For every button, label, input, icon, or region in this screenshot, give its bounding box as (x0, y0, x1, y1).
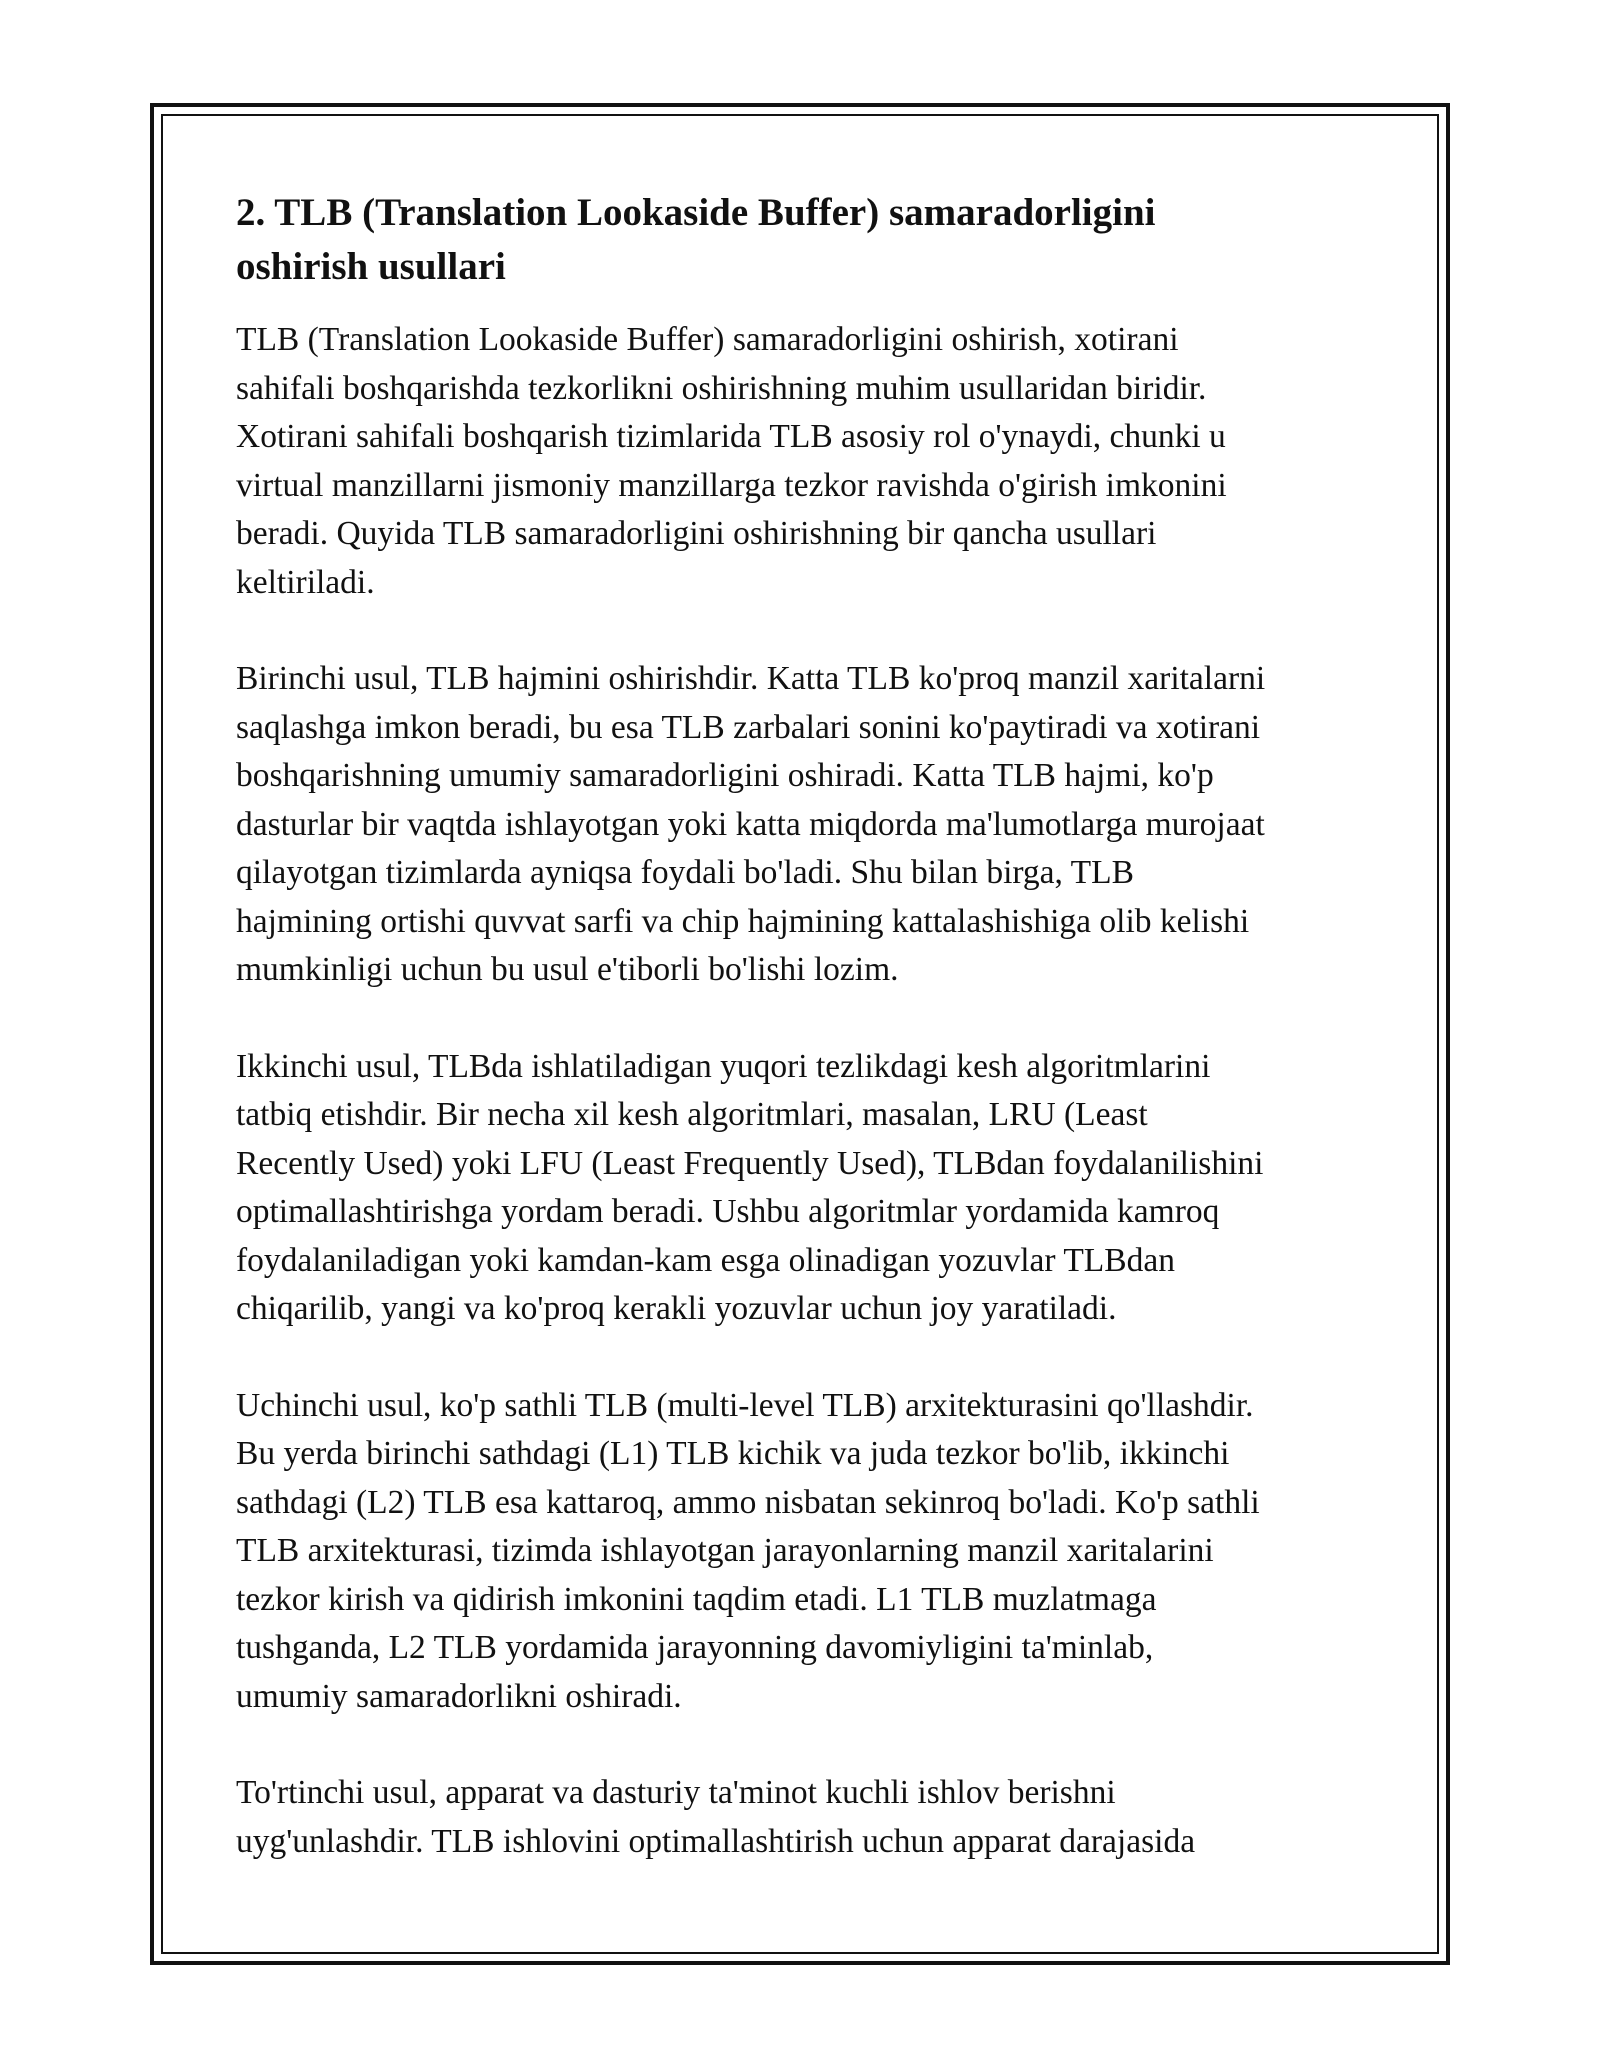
paragraph-method-2 (236, 1043, 1386, 1334)
text-line: chiqarilib, yangi va ko'proq kerakli yozuvlar uchun joy yaratiladi. (236, 1290, 1117, 1327)
text-line: tatbiq etishdir. Bir necha xil kesh algoritmlari, masalan, LRU (Least (236, 1096, 1148, 1133)
text-line: qilayotgan tizimlarda ayniqsa foydali bo'ladi. Shu bilan birga, TLB (236, 854, 1134, 891)
text-line: Recently Used) yoki LFU (Least Frequently Used), TLBdan foydalanilishini (236, 1144, 1264, 1182)
text-line: sahifali boshqarishda tezkorlikni oshirishning muhim usullaridan biridir. (236, 369, 1207, 407)
paragraph-method-1 (236, 655, 1386, 995)
text-line: optimallashtirishga yordam beradi. Ushbu algoritmlar yordamida kamroq (236, 1193, 1220, 1230)
text-line: tezkor kirish va qidirish imkonini taqdim etadi. L1 TLB muzlatmaga (236, 1580, 1157, 1618)
text-line: saqlashga imkon beradi, bu esa TLB zarbalari sonini ko'paytiradi va xotirani (236, 708, 1261, 746)
text-line: keltiriladi. (236, 563, 375, 601)
text-line: foydalaniladigan yoki kamdan-kam esga olinadigan yozuvlar TLBdan (236, 1241, 1175, 1279)
text-line: tushganda, L2 TLB yordamida jarayonning davomiyligini ta'minlab, (236, 1629, 1154, 1666)
text-line: Uchinchi usul, ko'p sathli TLB (multi-level TLB) arxitekturasini qo'llashdir. (236, 1386, 1254, 1424)
heading-line: 2. TLB (Translation Lookaside Buffer) samaradorligini (236, 191, 1156, 234)
document-body (236, 186, 1386, 1866)
heading-line: oshirish usullari (236, 245, 506, 288)
text-line: boshqarishning umumiy samaradorligini oshiradi. Katta TLB hajmi, ko'p (236, 757, 1214, 794)
text-line: uyg'unlashdir. TLB ishlovini optimallashtirish uchun apparat darajasida (236, 1822, 1196, 1860)
text-line: To'rtinchi usul, apparat va dasturiy ta'minot kuchli ishlov berishni (236, 1774, 1116, 1811)
text-line: Xotirani sahifali boshqarish tizimlarida TLB asosiy rol o'ynaydi, chunki u (236, 418, 1226, 455)
paragraph-intro (236, 316, 1386, 607)
section-heading (236, 186, 1386, 294)
paragraph-method-3 (236, 1382, 1386, 1722)
text-line: virtual manzillarni jismoniy manzillarga tezkor ravishda o'girish imkonini (236, 466, 1227, 504)
text-line: Birinchi usul, TLB hajmini oshirishdir. Katta TLB ko'proq manzil xaritalarni (236, 660, 1266, 697)
text-line: TLB arxitekturasi, tizimda ishlayotgan jarayonlarning manzil xaritalarini (236, 1532, 1214, 1569)
text-line: beradi. Quyida TLB samaradorligini oshirishning bir qancha usullari (236, 515, 1157, 552)
text-line: umumiy samaradorlikni oshiradi. (236, 1677, 682, 1715)
text-line: Ikkinchi usul, TLBda ishlatiladigan yuqori tezlikdagi kesh algoritmlarini (236, 1047, 1211, 1085)
text-line: hajmining ortishi quvvat sarfi va chip hajmining kattalashishiga olib kelishi (236, 902, 1250, 940)
text-line: Bu yerda birinchi sathdagi (L1) TLB kichik va juda tezkor bo'lib, ikkinchi (236, 1435, 1230, 1472)
text-line: mumkinligi uchun bu usul e'tiborli bo'lishi lozim. (236, 951, 899, 988)
text-line: TLB (Translation Lookaside Buffer) samaradorligini oshirish, xotirani (236, 321, 1179, 358)
text-line: sathdagi (L2) TLB esa kattaroq, ammo nisbatan sekinroq bo'ladi. Ko'p sathli (236, 1483, 1260, 1521)
paragraph-method-4 (236, 1769, 1386, 1866)
text-line: dasturlar bir vaqtda ishlayotgan yoki katta miqdorda ma'lumotlarga murojaat (236, 805, 1265, 843)
